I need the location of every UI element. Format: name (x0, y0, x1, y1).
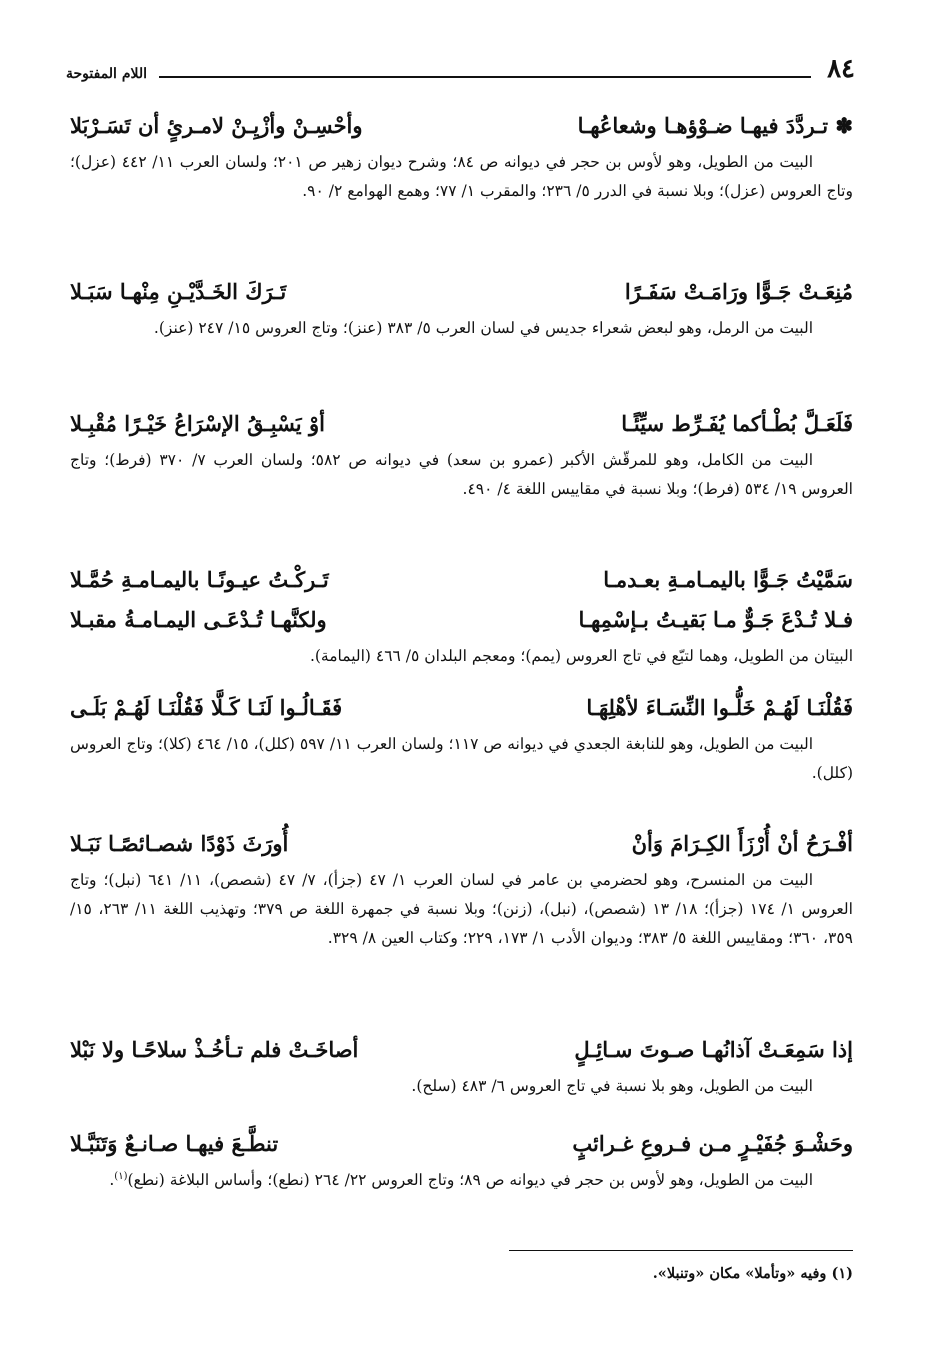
second-hemistich: فَقَـالُـوا لَنَـا كَـلَّا فَقُلْنَـا لَهُـمْ بَلَـى (70, 695, 343, 720)
verse-line (70, 824, 853, 864)
source-note: البيت من الطويل، وهو لأوس بن حجر في ديوانه ص ٨٤؛ وشرح ديوان زهير ص ٢٠١؛ ولسان العرب ١١/ ٤٤٢ (عزل)؛ وتاج العروس (عزل)؛ وبلا نسبة في الدرر ٥/ ٢٣٦؛ والمقرب ١/ ٧٧؛ وهمع الهوامع ٢/ ٩٠. (70, 153, 853, 200)
first-hemistich: إذا سَمِعَـتْ آذانُهـا صـوتَ سـائِـلٍ (574, 1037, 853, 1062)
second-hemistich: أُورَثَ ذَوْدًا شصـائصًـا نَبَـلا (70, 831, 289, 856)
verse-entry (70, 106, 853, 206)
source-note: البيت من الكامل، وهو للمرقّش الأكبر (عمرو بن سعد) في ديوانه ص ٥٨٢؛ ولسان العرب ٧/ ٣٧٠ (فرط)؛ وتاج العروس ١٩/ ٥٣٤ (فرط)؛ وبلا نسبة في مقاييس اللغة ٤/ ٤٩٠. (70, 451, 853, 498)
source-note-text: البيت من الطويل، وهو لأوس بن حجر في ديوانه ص ٨٩؛ وتاج العروس ٢٢/ ٢٦٤ (نطع)؛ وأساس البلاغة (نطع) (127, 1171, 813, 1189)
verse-entry (70, 560, 853, 671)
verse-line (70, 106, 853, 146)
source-note: البيت من الطويل، وهو للنابغة الجعدي في ديوانه ص ١١٧؛ ولسان العرب ١١/ ٥٩٧ (كلل)، ١٥/ ٤٦٤ (كلا)؛ وتاج العروس (كلل). (70, 735, 853, 782)
second-hemistich: تَـرَكَ الخَـدَّيْـنِ مِنْهـا سَبَـلا (70, 279, 287, 304)
footnote-marker: (١) (114, 1170, 128, 1182)
second-hemistich: تَـركْـتُ عيـونًـا باليمـامـةِ حُمَّـلا (70, 567, 329, 592)
running-title: اللام المفتوحة (66, 66, 147, 82)
first-hemistich: أفْـرَحُ أنْ أُرْزَأَ الكِـرَامَ وَأنْ (631, 831, 853, 856)
verse-line (70, 404, 853, 444)
verse-line (70, 272, 853, 312)
first-hemistich: سَمَّيْتُ جَـوًّا باليمـامـةِ بعـدمـا (603, 567, 853, 592)
verse-line (70, 688, 853, 728)
second-hemistich: أصاخَـتْ فلم تـأخُـذْ سلاحًـا ولا نَبْلا (70, 1037, 359, 1062)
source-note: البيتان من الطويل، وهما لتبّع في تاج العروس (يمم)؛ ومعجم البلدان ٥/ ٤٦٦ (اليمامة). (309, 647, 853, 665)
verse-entry (70, 1030, 853, 1101)
second-hemistich: تنطَّـعَ فيهـا صـانـعٌ وَتَنَبَّـلا (70, 1131, 279, 1156)
source-note: البيت من الرمل، وهو لبعض شعراء جديس في لسان العرب ٥/ ٣٨٣ (عنز)؛ وتاج العروس ١٥/ ٢٤٧ (عنز). (153, 319, 813, 337)
running-header (66, 50, 855, 84)
second-hemistich: أوْ يَسْبِـقُ الإسْرَاعُ خَيْـرًا مُقْبِـلا (70, 411, 325, 436)
source-note: البيت من المنسرح، وهو لحضرمي بن عامر في لسان العرب ١/ ٤٧ (جزأ)، ٧/ ٤٧ (شصص)، ١١/ ٦٤١ (نبل)؛ وتاج العروس ١/ ١٧٤ (جزأ)؛ ١٨/ ١٣ (شصص)، (نبل)، (زنن)؛ وبلا نسبة في جمهرة اللغة ص ٣٧٩؛ وتهذيب اللغة ١١/ ٢٦٣، ١٥/ ٣٥٩، ٣٦٠؛ ومقاييس اللغة ٥/ ٣٨٣؛ وديوان الأدب ١/ ١٧٣، ٢٢٩؛ وكتاب العين ٨/ ٣٢٩. (70, 871, 853, 947)
verse-line (70, 600, 853, 640)
first-hemistich: فَقُلْنَـا لَهُـمْ خَلُّـوا النِّسَـاءَ لأهْلِهَـا (586, 695, 853, 720)
source-note-end: . (109, 1171, 115, 1189)
verse-entry (70, 272, 853, 343)
second-hemistich: وأحْسِـنْ وأزْيِـنْ لامـرئٍ أن تَسَـرْبَلا (70, 113, 363, 138)
first-hemistich: فـلا تُـدْعَ جَـوٌّ مـا بَقيـتُ بـإسْمِهـا (578, 607, 853, 632)
footnote-rule (509, 1250, 853, 1251)
source-note: البيت من الطويل، وهو بلا نسبة في تاج العروس ٦/ ٤٨٣ (سلح). (411, 1077, 813, 1095)
verse-line (70, 1030, 853, 1070)
verse-entry (70, 688, 853, 788)
verse-line (70, 1124, 853, 1164)
first-hemistich: وحَشْـوَ جُفَيْـرٍ مـن فـروعِ غـرائبٍ (572, 1131, 853, 1156)
verse-line (70, 560, 853, 600)
second-hemistich: ولكنَّهـا تُـدْعَـى اليمـامـةُ مقبـلا (70, 607, 327, 632)
page-number: ٨٤ (827, 54, 855, 84)
source-note (70, 1166, 853, 1195)
verse-entry (70, 824, 853, 953)
first-hemistich: ✽ تـردَّدَ فيهـا ضـوْؤهـا وشعاعُهـا (577, 113, 853, 138)
verse-entry (70, 1124, 853, 1195)
first-hemistich: فَلَعَـلَّ بُطْـأكما يُفَـرِّط سيِّئًـا (621, 411, 853, 436)
header-rule (159, 76, 811, 78)
verse-entry (70, 404, 853, 504)
footnote: (١) وفيه «وتأملا» مكان «وتنبلا». (652, 1265, 853, 1282)
first-hemistich: مُنِعَـتْ جَـوًّا ورَامَـتْ سَفَـرًا (624, 279, 853, 304)
